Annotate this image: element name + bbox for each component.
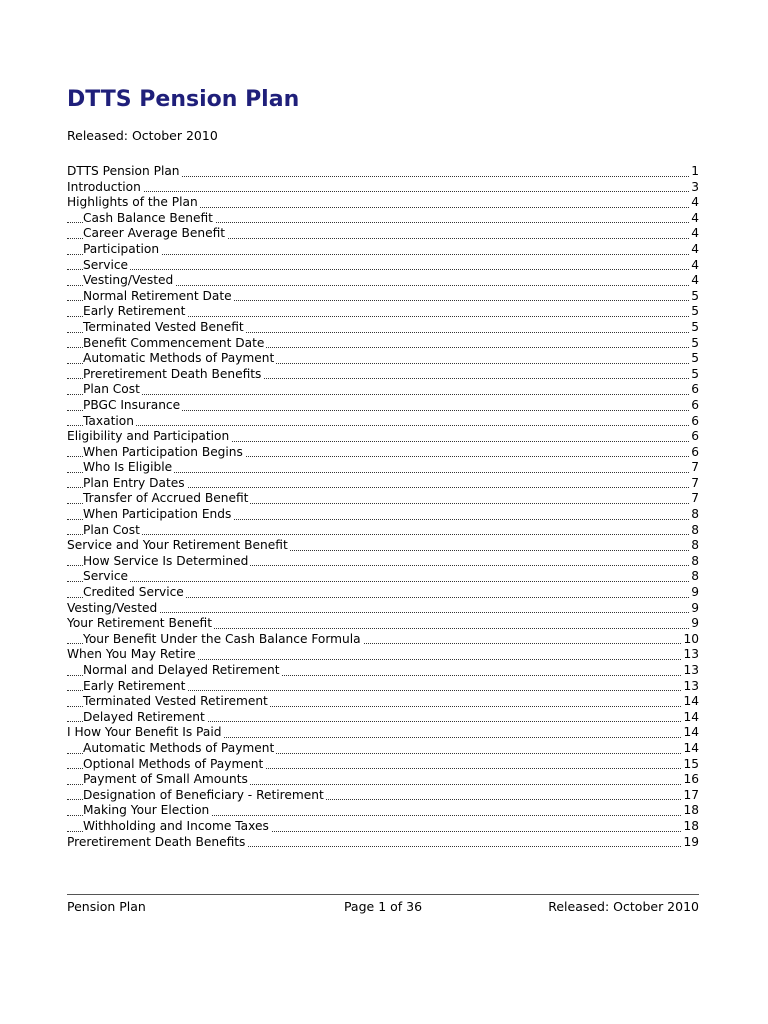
toc-entry-page: 14 xyxy=(683,725,699,740)
table-of-contents xyxy=(67,164,699,850)
toc-entry-page: 13 xyxy=(683,663,699,677)
toc-entry-label: Your Benefit Under the Cash Balance Formula xyxy=(83,631,361,646)
toc-entry[interactable] xyxy=(67,242,699,258)
toc-entry[interactable] xyxy=(67,647,699,663)
toc-entry-label: Introduction xyxy=(67,179,141,194)
toc-entry[interactable] xyxy=(67,679,699,695)
toc-entry[interactable] xyxy=(67,772,699,788)
toc-entry[interactable] xyxy=(67,382,699,398)
toc-entry-page: 4 xyxy=(691,273,699,288)
toc-entry[interactable] xyxy=(67,273,699,289)
toc-dot-leader xyxy=(67,269,699,270)
toc-entry-page: 15 xyxy=(683,756,699,771)
toc-entry-label: Vesting/Vested xyxy=(67,600,158,615)
footer-doc-name: Pension Plan xyxy=(67,899,146,914)
toc-entry-page: 17 xyxy=(683,787,699,802)
toc-entry[interactable] xyxy=(67,164,699,180)
toc-entry[interactable] xyxy=(67,180,699,196)
toc-entry-label: Withholding and Income Taxes xyxy=(83,818,269,833)
toc-entry-page: 6 xyxy=(691,413,699,428)
footer-page-number: Page 1 of 36 xyxy=(343,899,423,914)
toc-entry-page: 19 xyxy=(683,834,699,849)
toc-entry[interactable] xyxy=(67,741,699,757)
toc-entry-label: Your Retirement Benefit xyxy=(67,616,212,631)
toc-entry[interactable] xyxy=(67,336,699,352)
toc-entry-label: Preretirement Death Benefits xyxy=(83,366,262,381)
toc-dot-leader xyxy=(67,254,699,255)
release-date: Released: October 2010 xyxy=(67,128,218,143)
toc-entry[interactable] xyxy=(67,569,699,585)
footer-divider xyxy=(67,894,699,895)
toc-entry-label: Cash Balance Benefit xyxy=(83,210,213,225)
toc-entry-label: Early Retirement xyxy=(83,678,186,693)
toc-entry-page: 8 xyxy=(691,553,699,568)
toc-entry[interactable] xyxy=(67,601,699,617)
toc-entry-page: 9 xyxy=(691,600,699,615)
toc-entry[interactable] xyxy=(67,195,699,211)
toc-entry-page: 5 xyxy=(691,366,699,381)
toc-entry-page: 5 xyxy=(691,304,699,319)
toc-entry-page: 13 xyxy=(683,678,699,693)
toc-entry[interactable] xyxy=(67,507,699,523)
toc-entry-label: Terminated Vested Retirement xyxy=(83,694,268,709)
toc-entry-page: 4 xyxy=(691,257,699,272)
toc-entry-page: 8 xyxy=(691,569,699,584)
toc-entry[interactable] xyxy=(67,398,699,414)
toc-entry-page: 4 xyxy=(691,241,699,256)
toc-entry-page: 3 xyxy=(691,179,699,194)
toc-entry-label: Benefit Commencement Date xyxy=(83,335,265,350)
toc-entry-label: Service xyxy=(83,569,129,584)
toc-entry-label: Vesting/Vested xyxy=(83,273,174,288)
toc-entry[interactable] xyxy=(67,819,699,835)
toc-entry-label: Preretirement Death Benefits xyxy=(67,834,246,849)
toc-entry-label: Early Retirement xyxy=(83,304,186,319)
toc-entry-label: Normal Retirement Date xyxy=(83,288,232,303)
toc-entry-page: 6 xyxy=(691,382,699,397)
toc-entry-page: 8 xyxy=(691,522,699,537)
toc-entry-label: Transfer of Accrued Benefit xyxy=(83,491,249,506)
toc-entry-page: 14 xyxy=(683,709,699,724)
toc-entry-label: When Participation Begins xyxy=(83,444,243,459)
toc-dot-leader xyxy=(67,581,699,582)
toc-entry-label: Credited Service xyxy=(83,585,184,600)
toc-entry-label: How Service Is Determined xyxy=(83,553,249,568)
toc-entry-page: 6 xyxy=(691,397,699,412)
toc-entry-page: 9 xyxy=(691,585,699,600)
toc-entry-page: 8 xyxy=(691,507,699,522)
toc-entry-page: 14 xyxy=(683,740,699,755)
toc-entry[interactable] xyxy=(67,538,699,554)
toc-entry[interactable] xyxy=(67,694,699,710)
toc-entry-label: When Participation Ends xyxy=(83,507,232,522)
toc-entry[interactable] xyxy=(67,367,699,383)
toc-entry[interactable] xyxy=(67,445,699,461)
toc-entry-label: Normal and Delayed Retirement xyxy=(83,663,280,677)
toc-entry[interactable] xyxy=(67,304,699,320)
footer-release-date: Released: October 2010 xyxy=(548,899,699,914)
toc-entry[interactable] xyxy=(67,663,699,679)
toc-entry-page: 5 xyxy=(691,351,699,366)
toc-entry-label: Delayed Retirement xyxy=(83,709,205,724)
toc-entry-page: 6 xyxy=(691,444,699,459)
toc-entry-page: 7 xyxy=(691,475,699,490)
toc-entry-label: Service xyxy=(83,257,129,272)
toc-entry[interactable] xyxy=(67,429,699,445)
toc-entry[interactable] xyxy=(67,414,699,430)
toc-entry-page: 7 xyxy=(691,491,699,506)
toc-entry-label: PBGC Insurance xyxy=(83,397,181,412)
toc-dot-leader xyxy=(67,394,699,395)
toc-entry[interactable] xyxy=(67,632,699,648)
toc-entry[interactable] xyxy=(67,258,699,274)
toc-entry[interactable] xyxy=(67,757,699,773)
toc-entry-page: 8 xyxy=(691,538,699,553)
toc-entry[interactable] xyxy=(67,725,699,741)
toc-entry[interactable] xyxy=(67,788,699,804)
toc-entry-page: 4 xyxy=(691,195,699,210)
toc-entry-label: Terminated Vested Benefit xyxy=(83,319,244,334)
toc-entry[interactable] xyxy=(67,835,699,851)
toc-entry[interactable] xyxy=(67,351,699,367)
toc-entry-page: 10 xyxy=(683,631,699,646)
toc-entry-page: 5 xyxy=(691,319,699,334)
toc-entry-page: 13 xyxy=(683,647,699,662)
toc-entry-page: 1 xyxy=(691,164,699,178)
toc-entry-label: DTTS Pension Plan xyxy=(67,164,180,178)
toc-entry-label: Participation xyxy=(83,241,160,256)
toc-entry-label: Automatic Methods of Payment xyxy=(83,351,275,366)
toc-entry[interactable] xyxy=(67,523,699,539)
toc-entry[interactable] xyxy=(67,554,699,570)
toc-entry-label: Plan Entry Dates xyxy=(83,475,185,490)
toc-entry-label: Eligibility and Participation xyxy=(67,429,230,444)
toc-entry-label: Plan Cost xyxy=(83,522,140,537)
toc-entry-label: When You May Retire xyxy=(67,647,196,662)
toc-entry[interactable] xyxy=(67,616,699,632)
toc-entry-page: 4 xyxy=(691,226,699,241)
toc-dot-leader xyxy=(67,612,699,613)
toc-entry-page: 18 xyxy=(683,803,699,818)
toc-entry-page: 6 xyxy=(691,429,699,444)
page-footer xyxy=(67,899,699,915)
toc-entry-page: 16 xyxy=(683,772,699,787)
toc-entry[interactable] xyxy=(67,585,699,601)
toc-entry[interactable] xyxy=(67,710,699,726)
toc-entry-page: 18 xyxy=(683,818,699,833)
toc-entry[interactable] xyxy=(67,476,699,492)
toc-entry-label: I How Your Benefit Is Paid xyxy=(67,725,222,740)
toc-entry-label: Highlights of the Plan xyxy=(67,195,198,210)
toc-entry[interactable] xyxy=(67,289,699,305)
toc-dot-leader xyxy=(67,425,699,426)
toc-entry-page: 7 xyxy=(691,460,699,475)
toc-entry[interactable] xyxy=(67,320,699,336)
toc-entry[interactable] xyxy=(67,460,699,476)
toc-dot-leader xyxy=(67,534,699,535)
toc-entry[interactable] xyxy=(67,491,699,507)
toc-entry-page: 9 xyxy=(691,616,699,631)
toc-entry-label: Automatic Methods of Payment xyxy=(83,740,275,755)
toc-entry[interactable] xyxy=(67,211,699,227)
toc-dot-leader xyxy=(67,191,699,192)
toc-entry-label: Career Average Benefit xyxy=(83,226,226,241)
toc-entry-label: Who Is Eligible xyxy=(83,460,173,475)
toc-entry-page: 4 xyxy=(691,210,699,225)
toc-entry-label: Making Your Election xyxy=(83,803,210,818)
toc-entry[interactable] xyxy=(67,803,699,819)
toc-entry-label: Service and Your Retirement Benefit xyxy=(67,538,288,553)
toc-entry-page: 5 xyxy=(691,288,699,303)
toc-entry-label: Payment of Small Amounts xyxy=(83,772,248,787)
toc-entry-page: 5 xyxy=(691,335,699,350)
document-title: DTTS Pension Plan xyxy=(67,87,300,112)
toc-entry[interactable] xyxy=(67,226,699,242)
toc-entry-label: Plan Cost xyxy=(83,382,140,397)
toc-entry-label: Optional Methods of Payment xyxy=(83,756,264,771)
toc-entry-page: 14 xyxy=(683,694,699,709)
toc-entry-label: Designation of Beneficiary - Retirement xyxy=(83,787,324,802)
toc-entry-label: Taxation xyxy=(83,413,134,428)
